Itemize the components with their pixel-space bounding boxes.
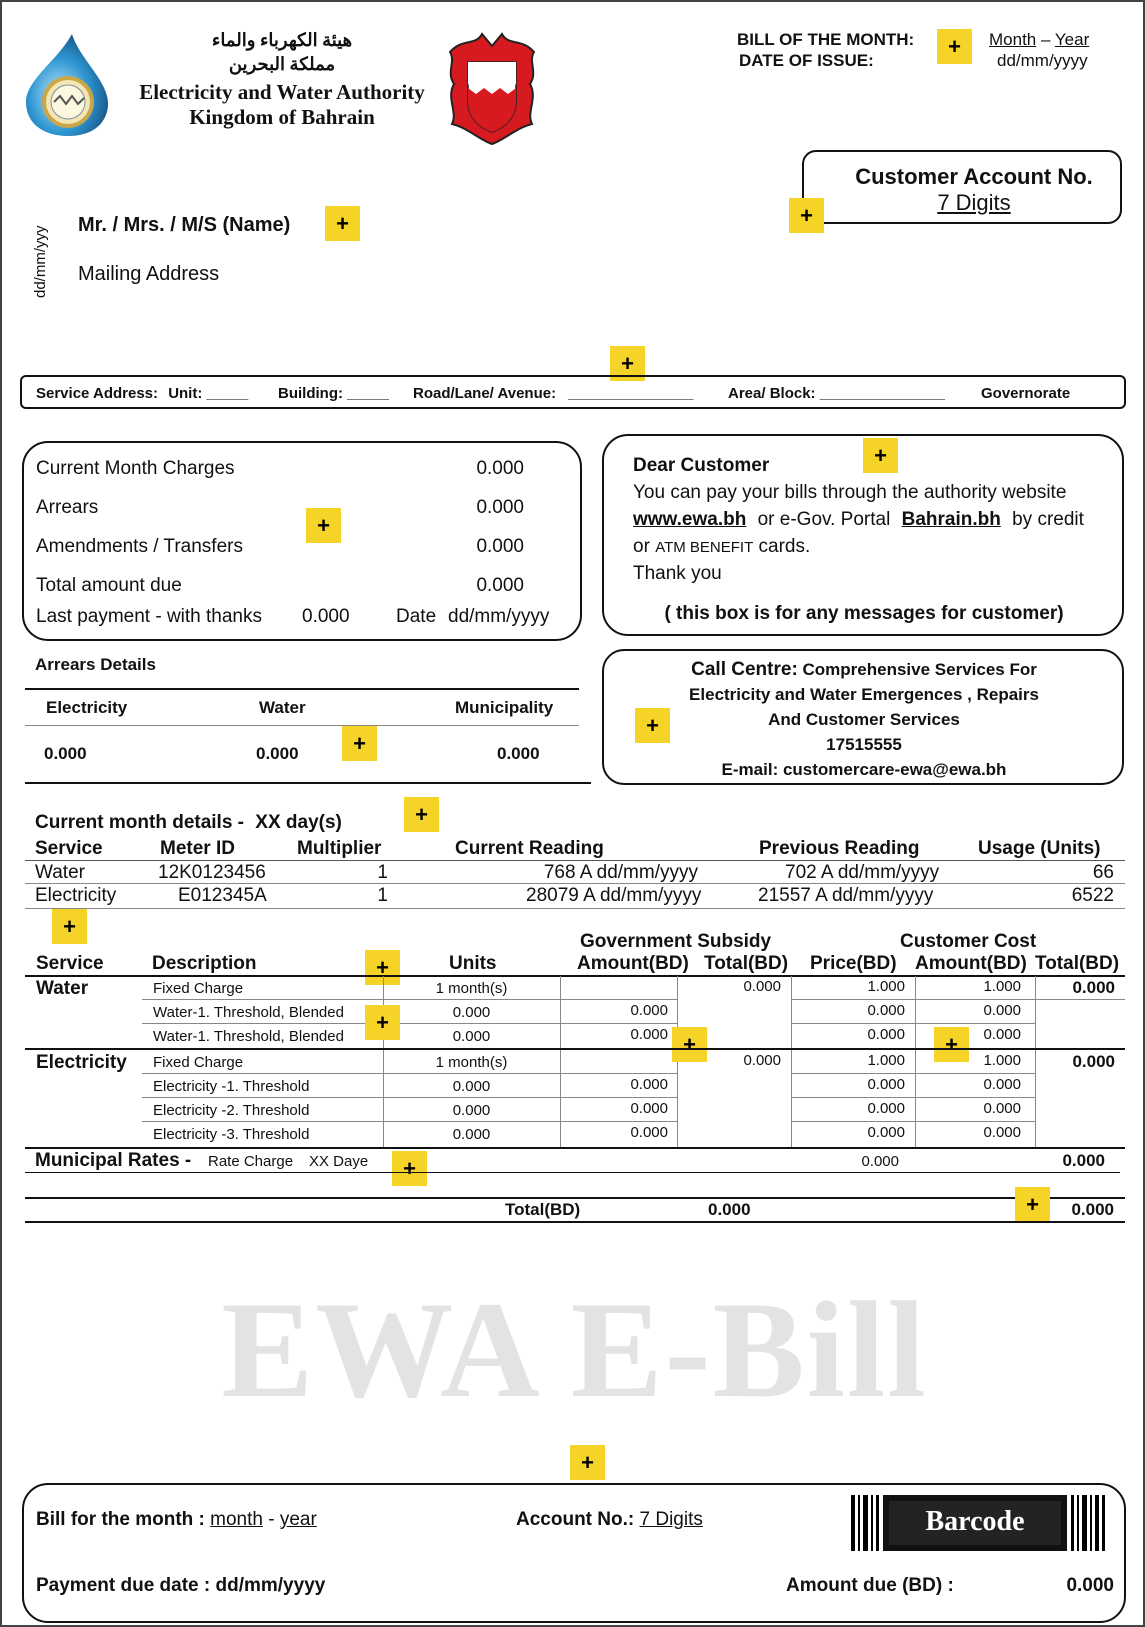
cm-row-electricity-meter: E012345A: [178, 885, 267, 906]
footer-account-label: Account No.:: [516, 1509, 635, 1530]
dt-elec-subtotal: 0.000: [743, 1052, 781, 1069]
plus-icon[interactable]: +: [610, 346, 645, 381]
plus-icon[interactable]: +: [1015, 1187, 1050, 1222]
dt-elec-row2-amount: 0.000: [630, 1076, 668, 1093]
unit-label: Unit:: [168, 385, 203, 402]
footer-amount-label: Amount due (BD) :: [786, 1575, 954, 1596]
cm-header-multiplier: Multiplier: [297, 838, 382, 859]
dt-elec-row3-c-amount: 0.000: [983, 1100, 1021, 1117]
charges-box: [22, 441, 582, 641]
arrears-value-water: 0.000: [256, 744, 299, 763]
cm-rule-3: [25, 908, 1125, 909]
charge-value-current: 0.000: [476, 458, 524, 479]
arrears-title: Arrears Details: [35, 655, 156, 674]
cm-row-electricity-current: 28079 A dd/mm/yyyy: [526, 885, 702, 906]
plus-icon[interactable]: +: [635, 708, 670, 743]
cm-header-current: Current Reading: [455, 838, 604, 859]
dt-water-subtotal: 0.000: [743, 978, 781, 995]
dt-header-service: Service: [36, 953, 104, 974]
last-payment-date-label: Date: [396, 606, 437, 627]
call-centre-box: [602, 649, 1124, 785]
account-title: Customer Account No.: [855, 164, 1093, 189]
dt-elec-row4-units: 0.000: [452, 1126, 491, 1143]
building-text: [278, 385, 389, 402]
dt-elec-row4-amount: 0.000: [630, 1124, 668, 1141]
bill-year: Year: [1054, 30, 1090, 49]
building-blank: _____: [347, 385, 389, 402]
dt-water-row1-desc: Fixed Charge: [153, 980, 244, 997]
dt-elec-rule-f: [791, 1121, 1035, 1122]
message-thanks: Thank you: [633, 563, 722, 584]
dt-elec-row2-price: 0.000: [867, 1076, 905, 1093]
bill-month: Month: [989, 30, 1037, 49]
side-date: dd/mm/yyy: [32, 225, 49, 298]
payment-slip: [22, 1483, 1126, 1623]
municipal-desc: Rate Charge: [208, 1153, 294, 1170]
arrears-top-rule: [25, 688, 579, 690]
dt-header-units: Units: [449, 953, 497, 974]
area-text: [728, 385, 945, 402]
watermark: EWA E-Bill: [221, 1273, 928, 1426]
footer-year: year: [279, 1509, 317, 1530]
org-name-line2: Kingdom of Bahrain: [189, 105, 375, 129]
plus-icon[interactable]: +: [325, 206, 360, 241]
dt-water-row2-units: 0.000: [452, 1004, 491, 1021]
municipal-price: 0.000: [861, 1153, 899, 1170]
plus-icon[interactable]: +: [52, 909, 87, 944]
cm-rule-2: [25, 883, 1125, 884]
charge-label-current: Current Month Charges: [36, 458, 235, 479]
dt-elec-row2-units: 0.000: [452, 1078, 491, 1095]
dt-water-row1-units: 1 month(s): [435, 980, 508, 997]
unit-blank: _____: [206, 385, 249, 402]
service-address-label: Service Address:: [36, 385, 159, 402]
municipal-total: 0.000: [1062, 1151, 1105, 1170]
cm-row-water-usage: 66: [1092, 862, 1114, 883]
dt-header-total: Total(BD): [704, 953, 789, 974]
call-centre-phone: 17515555: [826, 735, 902, 754]
dt-elec-row4-c-amount: 0.000: [983, 1124, 1021, 1141]
charge-value-arrears: 0.000: [476, 497, 524, 518]
charge-value-total: 0.000: [476, 575, 524, 596]
bahrain-coat-of-arms-icon: [442, 32, 542, 146]
dt-water-row2-amount: 0.000: [630, 1002, 668, 1019]
dt-water-row3-units: 0.000: [452, 1028, 491, 1045]
cm-header-meter: Meter ID: [160, 838, 235, 859]
org-name-line1: Electricity and Water Authority: [139, 80, 425, 104]
dt-header-amount: Amount(BD): [577, 953, 689, 974]
arrears-header-rule: [25, 725, 579, 726]
current-month-title: [35, 812, 342, 834]
cm-rule-1: [25, 860, 1125, 861]
cm-header-service: Service: [35, 838, 103, 859]
dt-elec-c-total: 0.000: [1072, 1052, 1115, 1071]
charge-label-arrears: Arrears: [36, 497, 99, 518]
plus-icon[interactable]: +: [392, 1151, 427, 1186]
arrears-header-water: Water: [259, 698, 306, 717]
bill-dash: –: [1040, 30, 1051, 49]
dt-water-rule-a: [142, 999, 678, 1000]
footer-due-date: [36, 1575, 325, 1597]
barcode-icon: [851, 1493, 1109, 1553]
arrears-header-electricity: Electricity: [46, 698, 128, 717]
dt-water-rule-c: [142, 1023, 678, 1024]
plus-icon[interactable]: +: [789, 198, 824, 233]
charge-label-total: Total amount due: [36, 575, 182, 596]
cm-row-water-current: 768 A dd/mm/yyyy: [543, 862, 698, 883]
cm-row-water-multiplier: 1: [377, 862, 388, 883]
plus-icon[interactable]: +: [672, 1027, 707, 1062]
call-centre-text1: Comprehensive Services For: [802, 660, 1037, 679]
dt-elec-row4-desc: Electricity -3. Threshold: [153, 1126, 310, 1143]
arabic-name-line1: هيئة الكهرباء والماء: [211, 30, 353, 50]
grand-total: 0.000: [1071, 1200, 1114, 1219]
dt-water-row1-c-amount: 1.000: [983, 978, 1021, 995]
current-month-days: XX day(s): [255, 812, 342, 833]
footer-sep: -: [268, 1509, 275, 1530]
dt-electricity-bottom-rule: [25, 1147, 1125, 1149]
footer-account-value: 7 Digits: [639, 1509, 703, 1530]
plus-icon[interactable]: +: [404, 797, 439, 832]
footer-due-label: Payment due date :: [36, 1575, 211, 1596]
message-cards: cards.: [758, 536, 811, 557]
service-address-text: [36, 385, 248, 402]
total-subsidy: 0.000: [708, 1200, 751, 1219]
message-or: or: [633, 536, 650, 557]
dt-elec-row3-units: 0.000: [452, 1102, 491, 1119]
service-address-bar: [20, 375, 1126, 409]
plus-icon[interactable]: +: [342, 726, 377, 761]
plus-icon[interactable]: +: [863, 438, 898, 473]
mailing-address: Mailing Address: [78, 263, 220, 285]
dt-header-rule: [25, 975, 1125, 977]
cm-row-water-service: Water: [35, 862, 85, 883]
dt-elec-rule-d: [791, 1097, 1035, 1098]
message-line3: [633, 536, 810, 558]
call-centre-label: Call Centre:: [691, 659, 798, 680]
plus-icon[interactable]: +: [306, 508, 341, 543]
road-label: Road/Lane/ Avenue:: [413, 385, 557, 402]
dt-elec-rule-a: [142, 1073, 678, 1074]
call-centre-email: E-mail: customercare-ewa@ewa.bh: [721, 760, 1007, 779]
ewa-website-link[interactable]: www.ewa.bh: [633, 509, 747, 530]
dt-elec-row1-c-amount: 1.000: [983, 1052, 1021, 1069]
bill-of-month-label: BILL OF THE MONTH:: [737, 30, 915, 49]
message-atm: ATM BENEFIT: [655, 539, 754, 556]
plus-icon[interactable]: +: [570, 1445, 605, 1480]
last-payment-label: Last payment - with thanks: [36, 606, 262, 627]
municipal-label: Municipal Rates -: [35, 1150, 192, 1171]
dt-elec-row4-price: 0.000: [867, 1124, 905, 1141]
total-bottom-rule: [25, 1221, 1125, 1223]
message-greeting: Dear Customer: [633, 455, 770, 476]
footer-due-value: dd/mm/yyyy: [215, 1575, 326, 1596]
account-value: 7 Digits: [937, 190, 1011, 215]
charge-label-amendments: Amendments / Transfers: [36, 536, 243, 557]
dt-water-row2-price: 0.000: [867, 1002, 905, 1019]
municipal-rule: [25, 1172, 1120, 1173]
dt-water-rule-d: [791, 1023, 1035, 1024]
dt-elec-row2-c-amount: 0.000: [983, 1076, 1021, 1093]
plus-icon[interactable]: +: [934, 1027, 969, 1062]
dt-elec-rule-e: [142, 1121, 678, 1122]
message-line2: [633, 509, 1084, 531]
footer-month: month: [210, 1509, 263, 1530]
dt-water-row3-desc: Water-1. Threshold, Blended: [153, 1028, 344, 1045]
footer-account: [516, 1509, 703, 1531]
dt-water-row2-desc: Water-1. Threshold, Blended: [153, 1004, 344, 1021]
dt-water-row3-c-amount: 0.000: [983, 1026, 1021, 1043]
total-top-rule: [25, 1197, 1125, 1199]
cm-row-electricity-previous: 21557 A dd/mm/yyyy: [758, 885, 934, 906]
dt-water-label: Water: [36, 978, 89, 999]
arrears-value-municipality: 0.000: [497, 744, 540, 763]
message-note: ( this box is for any messages for customer): [664, 603, 1064, 624]
dt-elec-row3-amount: 0.000: [630, 1100, 668, 1117]
total-label: Total(BD): [505, 1200, 581, 1219]
municipal-days: XX Daye: [309, 1153, 369, 1170]
dt-elec-row1-desc: Fixed Charge: [153, 1054, 244, 1071]
charge-value-amendments: 0.000: [476, 536, 524, 557]
area-label: Area/ Block:: [728, 385, 816, 402]
arrears-bottom-rule: [25, 782, 591, 784]
bill-month-year: [989, 30, 1089, 50]
last-payment-date: dd/mm/yyyy: [448, 606, 550, 627]
arabic-name-line2: مملكة البحرين: [228, 54, 336, 74]
dt-water-c-total: 0.000: [1072, 978, 1115, 997]
dt-header-description: Description: [152, 953, 257, 974]
dt-header-c-total: Total(BD): [1035, 953, 1120, 974]
dt-water-row2-c-amount: 0.000: [983, 1002, 1021, 1019]
water-drop-logo-icon: [22, 30, 114, 138]
message-mid: or e-Gov. Portal: [757, 509, 891, 530]
dt-water-row1-price: 1.000: [867, 978, 905, 995]
account-box: [802, 150, 1122, 224]
dt-elec-row1-units: 1 month(s): [435, 1054, 508, 1071]
dt-water-rule-b: [791, 999, 1125, 1000]
area-blank: _______________: [819, 385, 945, 402]
road-text: [413, 385, 693, 402]
message-line1: You can pay your bills through the authority website: [633, 482, 1067, 503]
dt-elec-row3-price: 0.000: [867, 1100, 905, 1117]
barcode-text: Barcode: [925, 1506, 1025, 1537]
plus-icon[interactable]: +: [365, 1005, 400, 1040]
dt-elec-row2-desc: Electricity -1. Threshold: [153, 1078, 310, 1095]
dt-water-row3-amount: 0.000: [630, 1026, 668, 1043]
date-of-issue-label: DATE OF ISSUE:: [739, 51, 874, 70]
call-centre-line1: [604, 659, 1124, 681]
call-centre-line3: And Customer Services: [768, 710, 960, 729]
cm-header-previous: Previous Reading: [759, 838, 920, 859]
gov-subsidy-title: Government Subsidy: [580, 931, 772, 952]
cm-row-electricity-service: Electricity: [35, 885, 117, 906]
message-tail: by credit: [1012, 509, 1084, 530]
building-label: Building:: [278, 385, 343, 402]
dt-elec-rule-c: [142, 1097, 678, 1098]
dt-elec-rule-b: [791, 1073, 1035, 1074]
dt-elec-row3-desc: Electricity -2. Threshold: [153, 1102, 310, 1119]
road-blank: _______________: [568, 385, 694, 402]
arrears-value-electricity: 0.000: [44, 744, 87, 763]
issue-date: dd/mm/yyyy: [997, 51, 1088, 70]
customer-name: Mr. / Mrs. / M/S (Name): [78, 214, 291, 236]
cm-row-electricity-usage: 6522: [1071, 885, 1114, 906]
arrears-header-municipality: Municipality: [455, 698, 554, 717]
plus-icon[interactable]: +: [937, 29, 972, 64]
dt-water-bottom-rule: [25, 1048, 1125, 1050]
footer-bill-month: [36, 1509, 317, 1531]
call-centre-line2: Electricity and Water Emergences , Repairs: [689, 685, 1039, 704]
cm-row-water-meter: 12K0123456: [158, 862, 266, 883]
dt-header-price: Price(BD): [810, 953, 897, 974]
current-month-label: Current month details -: [35, 812, 245, 833]
customer-cost-title: Customer Cost: [900, 931, 1037, 952]
cm-row-water-previous: 702 A dd/mm/yyyy: [785, 862, 940, 883]
footer-amount-value: 0.000: [1066, 1575, 1114, 1596]
bahrain-portal-link[interactable]: Bahrain.bh: [901, 509, 1001, 530]
footer-bill-label: Bill for the month :: [36, 1509, 205, 1530]
dt-elec-row1-price: 1.000: [867, 1052, 905, 1069]
cm-row-electricity-multiplier: 1: [377, 885, 388, 906]
last-payment-value: 0.000: [302, 606, 350, 627]
dt-water-row3-price: 0.000: [867, 1026, 905, 1043]
governorate-label: Governorate: [981, 385, 1071, 402]
plus-icon[interactable]: +: [365, 950, 400, 985]
dt-header-c-amount: Amount(BD): [915, 953, 1027, 974]
cm-header-usage: Usage (Units): [978, 838, 1101, 859]
dt-electricity-label: Electricity: [36, 1052, 127, 1073]
